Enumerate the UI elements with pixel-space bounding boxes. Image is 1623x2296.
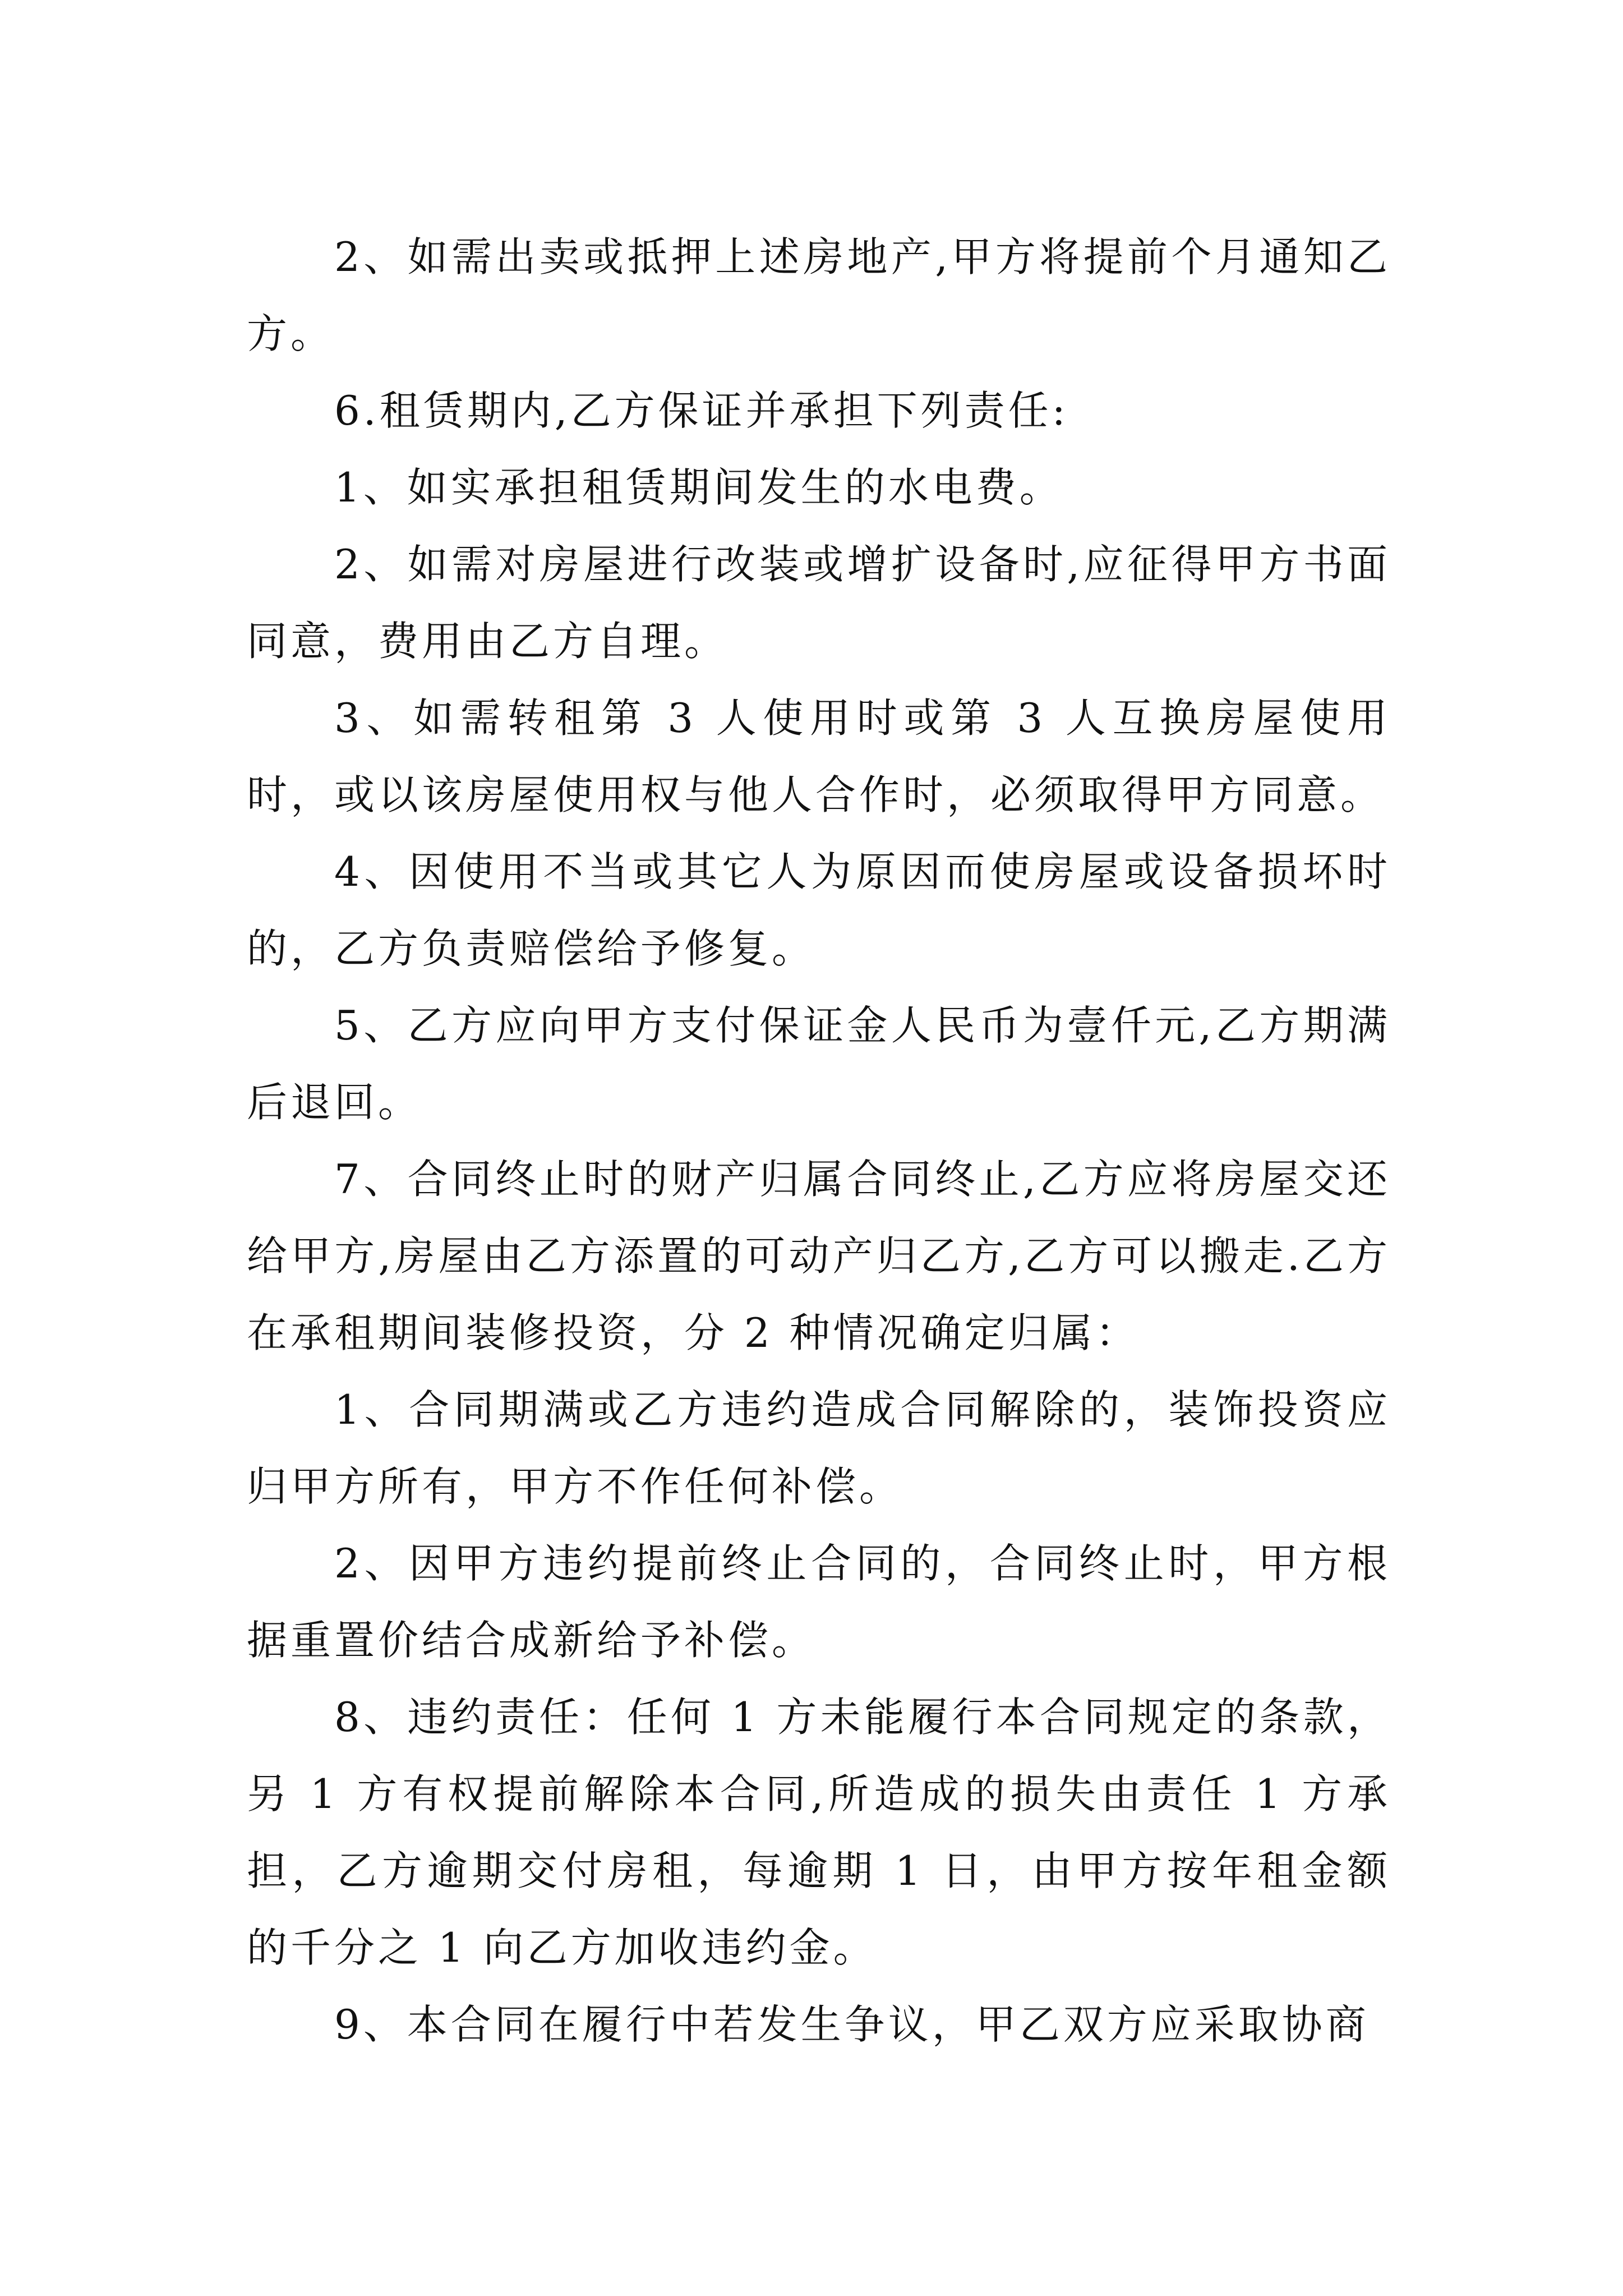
paragraph-property-on-termination: 7、合同终止时的财产归属合同终止,乙方应将房屋交还给甲方,房屋由乙方添置的可动产归乙方,乙方可以搬走.乙方在承租期间装修投资，分 2 种情况确定归属： [247,1156,1391,1356]
paragraph-damage-repair: 4、因使用不当或其它人为原因而使房屋或设备损坏时的，乙方负责赔偿给予修复。 [247,848,1391,972]
paragraph-deposit: 5、乙方应向甲方支付保证金人民币为壹仟元,乙方期满后退回。 [247,1002,1391,1126]
paragraph-modifications: 2、如需对房屋进行改装或增扩设备时,应征得甲方书面同意，费用由乙方自理。 [247,541,1391,665]
paragraph-dispute: 9、本合同在履行中若发生争议，甲乙双方应采取协商 [334,2001,1370,2048]
paragraph-compensation: 2、因甲方违约提前终止合同的，合同终止时，甲方根据重置价结合成新给予补偿。 [247,1540,1391,1664]
document-body [247,219,1391,2063]
paragraph-sale-mortgage-notice: 2、如需出卖或抵押上述房地产,甲方将提前个月通知乙方。 [247,233,1391,357]
paragraph-decoration-to-lessor: 1、合同期满或乙方违约造成合同解除的，装饰投资应归甲方所有，甲方不作任何补偿。 [247,1386,1391,1510]
paragraph-breach-liability: 8、违约责任：任何 1 方未能履行本合同规定的条款，另 1 方有权提前解除本合同,所造成的损失由责任 1 方承担，乙方逾期交付房租，每逾期 1 日，由甲方按年租金额的千分之 1 向乙方加收违约金。 [247,1694,1391,1971]
paragraph-sublease: 3、如需转租第 3 人使用时或第 3 人互换房屋使用时，或以该房屋使用权与他人合作时，必须取得甲方同意。 [247,694,1391,818]
paragraph-lessee-responsibilities-heading: 6.租赁期内,乙方保证并承担下列责任: [334,387,1069,434]
paragraph-utilities: 1、如实承担租赁期间发生的水电费。 [334,464,1063,511]
